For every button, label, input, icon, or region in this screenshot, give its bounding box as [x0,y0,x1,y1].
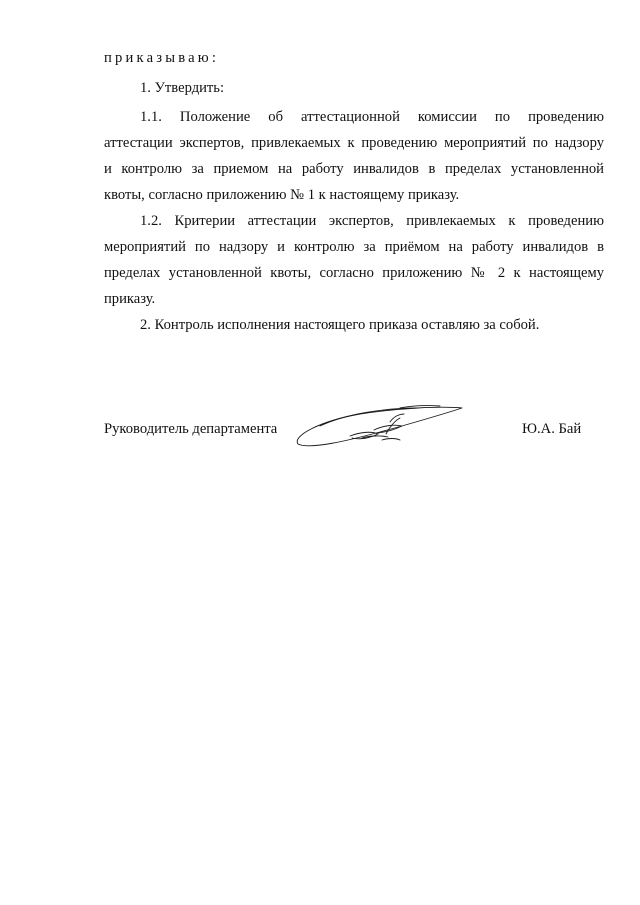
item-1-2-line-4: приказу. [104,291,156,307]
item-1-1-line-3: и контролю за приемом на работу инвалидов в пределах установленной [104,161,604,177]
handwritten-signature [290,396,470,456]
item-1-2-line-3: пределах установленной квоты, согласно приложению № 2 к настоящему [104,265,604,281]
position-title: Руководитель департамента [104,421,278,437]
item-1-1-line-2: аттестации экспертов, привлекаемых к проведению мероприятий по надзору [104,135,604,151]
item-1-heading: 1. Утвердить: [140,80,225,96]
order-word: приказываю: [104,50,220,66]
item-1-1-line-1: 1.1. Положение об аттестационной комиссии по проведению [140,109,604,125]
item-1-1-line-4: квоты, согласно приложению № 1 к настоящему приказу. [104,187,460,203]
item-1-2-line-1: 1.2. Критерии аттестации экспертов, привлекаемых к проведению [140,213,604,229]
item-1-2-line-2: мероприятий по надзору и контролю за приёмом на работу инвалидов в [104,239,604,255]
signatory-name: Ю.А. Бай [522,421,582,437]
item-2: 2. Контроль исполнения настоящего приказа оставляю за собой. [140,317,540,333]
